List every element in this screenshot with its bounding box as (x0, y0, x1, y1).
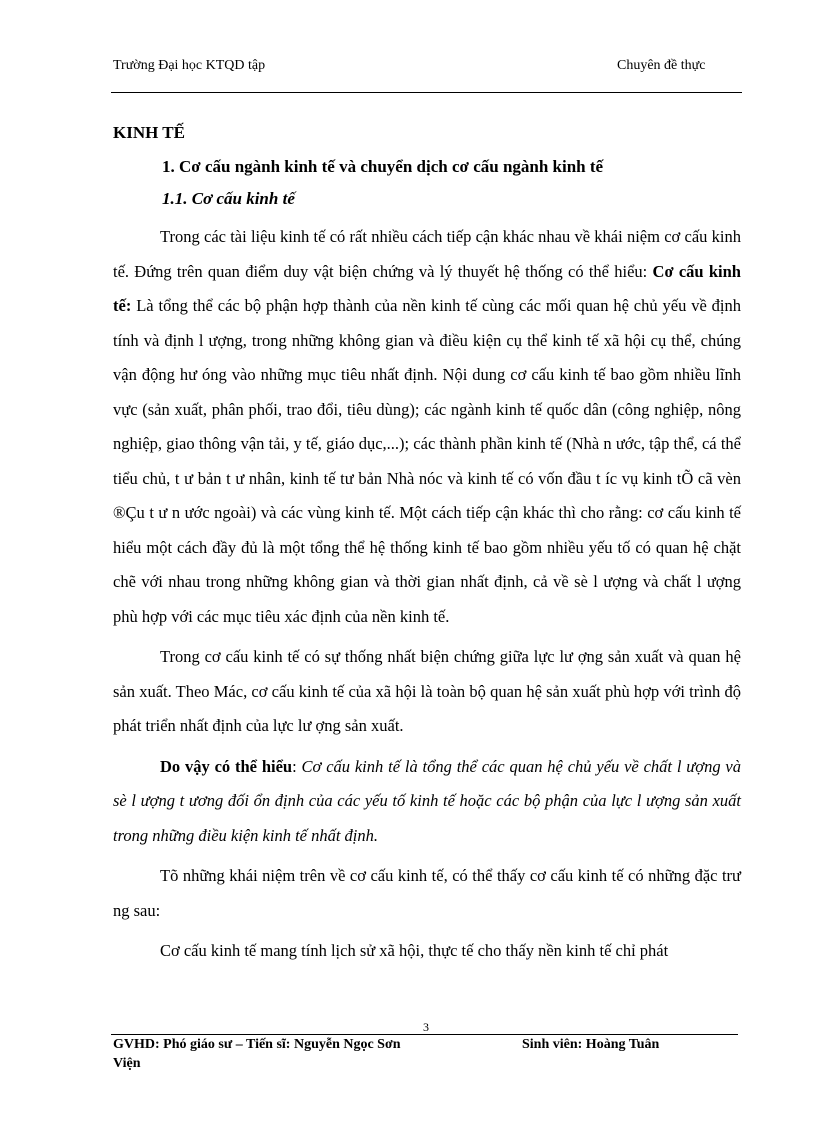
heading-1-1: 1.1. Cơ cấu kinh tế (162, 189, 295, 208)
paragraph-5: Cơ cấu kinh tế mang tính lịch sử xã hội, thực tế cho thấy nền kinh tế chỉ phát (160, 941, 669, 960)
paragraph-2: Trong cơ cấu kinh tế có sự thống nhất biện chứng giữa lực lư ợng sản xuất và quan hệ sản xuất. Theo Mác, cơ cấu kinh tế của xã hội là toàn bộ quan hệ sản xuất phù hợp với trình độ phát triển nhất định của lực lư ợng sản xuất. (113, 647, 741, 735)
document-body (113, 118, 741, 969)
paragraph-1-text-a: Trong các tài liệu kinh tế có rất nhiều cách tiếp cận khác nhau về khái niệm cơ cấu kinh tế. Đứng trên quan điểm duy vật biện chứng và lý thuyết hệ thống có thể hiểu: (113, 227, 741, 281)
footer-advisor-institute: Viện (113, 1056, 141, 1071)
paragraph-3-colon: : (292, 756, 302, 776)
header-school: Trường Đại học KTQD tập (113, 58, 266, 73)
section-title: KINH TẾ (113, 123, 185, 142)
paragraph-1 (113, 220, 741, 634)
page-number: 3 (423, 1020, 429, 1034)
heading-1: 1. Cơ cấu ngành kinh tế và chuyển dịch cơ cấu ngành kinh tế (162, 157, 604, 176)
term-bold: Cơ cấu kinh tế: (113, 261, 741, 315)
paragraph-3-bold: Do vậy có thể hiểu (160, 756, 293, 776)
footer-student: Sinh viên: Hoàng Tuân (522, 1037, 660, 1052)
header-doc-type: Chuyên đề thực (617, 58, 706, 73)
paragraph-4: Tõ những khái niệm trên về cơ cấu kinh tế, có thể thấy cơ cấu kinh tế có những đặc trư ng sau: (113, 866, 741, 920)
paragraph-1-text-b: Là tổng thể các bộ phận hợp thành của nền kinh tế cùng các mối quan hệ chủ yếu về định tính và định l ượng, trong những không gian và điều kiện cụ thể kinh tế xã hội cụ thể, chúng vận động hư óng vào những mục tiêu nhất định. Nội dung cơ cấu kinh tế bao gồm nhiều lĩnh vực (sản xuất, phân phối, trao đổi, tiêu dùng); các ngành kinh tế quốc dân (công nghiệp, nông nghiệp, giao thông vận tải, y tế, giáo dục,...); các thành phần kinh tế (Nhà n ước, tập thể, cá thể tiểu chủ, t ư bản t ư nhân, kinh tế tư bản Nhà nóc và kinh tế có vốn đầu t íc vụ kinh tÕ cã vèn ®Çu t ư n ước ngoài) và các vùng kinh tế. Một cách tiếp cận khác thì cho rằng: cơ cấu kinh tế hiểu một cách đầy đủ là một tổng thể hệ thống kinh tế bao gồm nhiều yếu tố có quan hệ chặt chẽ với nhau trong những không gian và thời gian nhất định, cả về sè l ượng và chất l ượng phù hợp với các mục tiêu xác định của nền kinh tế. (113, 296, 741, 626)
paragraph-3 (113, 750, 741, 854)
paragraph-3-definition: Cơ cấu kinh tế là tổng thể các quan hệ chủ yếu về chất l ượng và sè l ượng t ương đối ổn định của các yếu tố kinh tế hoặc các bộ phận của lực l ượng sản xuất trong những điều kiện kinh tế nhất định. (113, 756, 741, 845)
footer-advisor: GVHD: Phó giáo sư – Tiến sĩ: Nguyễn Ngọc Sơn (113, 1037, 401, 1052)
header-divider (111, 92, 742, 93)
